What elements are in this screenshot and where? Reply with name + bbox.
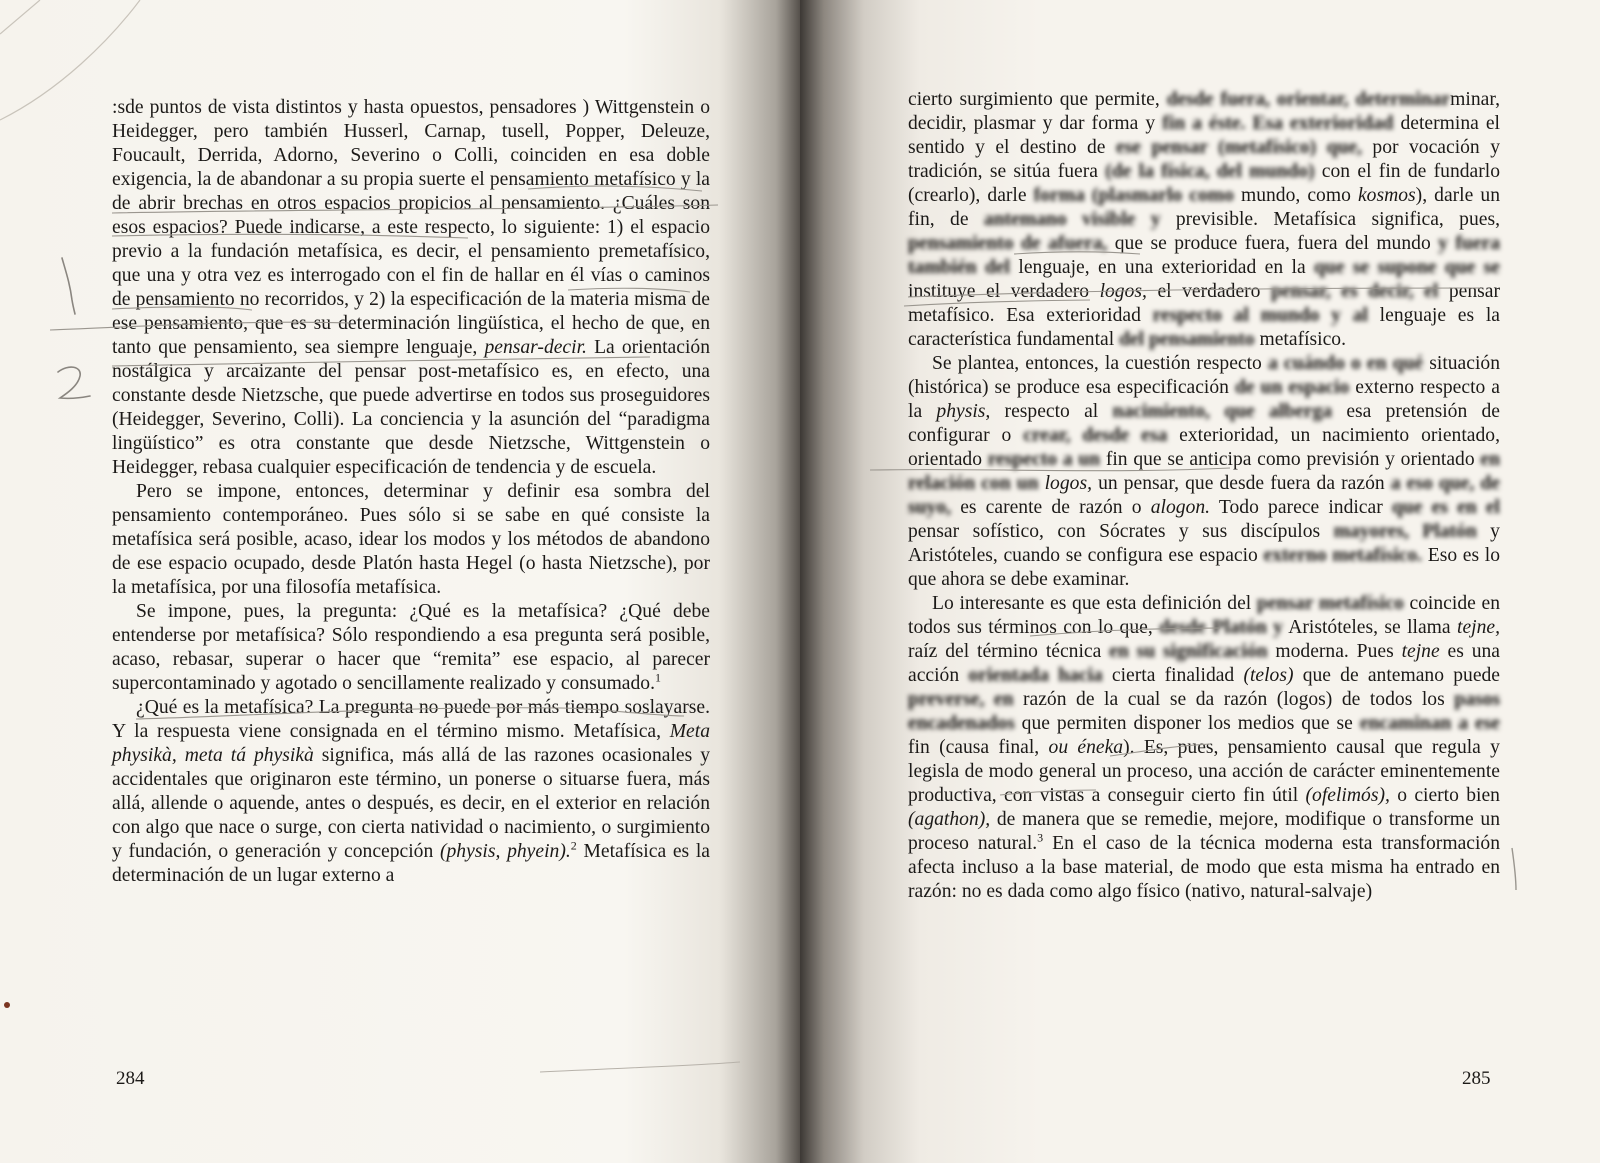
text-run: Aristóteles, se llama	[1282, 617, 1458, 638]
text-run: coincide en todos sus términos con lo que,	[908, 593, 1500, 638]
text-run: ). Es, pues, pensamiento causal que regula y legisla de modo general un proceso, una acción de carácter eminentemente productiva, con vistas a conseguir cierto fin útil	[908, 737, 1500, 806]
text-run: que se produce fuera, fuera del mundo	[1107, 233, 1439, 254]
text-run: instituye el verdadero	[908, 281, 1100, 302]
text-run: determina el sentido y el destino de	[908, 113, 1500, 158]
text-run: En el caso de la técnica moderna esta transformación afecta incluso a la base material, de modo que esta misma ha entrado en razón: no es dada como algo físico (nativo, natural-salvaje)	[908, 833, 1500, 902]
margin-pencil-number	[58, 262, 80, 302]
footnote-ref: 3	[1037, 830, 1044, 845]
text-run: esa pretensión de configurar o	[908, 401, 1500, 446]
blurred-text: respecto a un	[987, 449, 1101, 470]
text-run: significa, más allá de las razones ocasionales y accidentales que originaron este término, un ponerse o situarse fuera, más allá, allende o aquende, antes o después, es decir, en el exterior en relación con algo que nace o surge, con cierta natividad o nacimiento, o surgimiento y fundación, o generación y concepción	[112, 745, 710, 862]
paragraph	[908, 88, 1500, 352]
right-page-text	[908, 88, 1500, 904]
paragraph	[112, 96, 710, 480]
text-run: pensar-decir.	[484, 337, 587, 358]
text-run: lenguaje, en una exterioridad en la	[1010, 257, 1315, 278]
text-run: Metafísica es la determinación de un lugar externo a	[112, 841, 710, 886]
text-run: externo respecto a la	[908, 377, 1500, 422]
text-run: situación (histórica) se produce esa especificación	[908, 353, 1500, 398]
text-run: por vocación y tradición, se sitúa fuera	[908, 137, 1500, 182]
text-run: Eso es lo que ahora se debe examinar.	[908, 545, 1500, 590]
text-run: exterioridad, un nacimiento orientado, orientado	[908, 425, 1500, 470]
text-run: tejne	[1401, 641, 1440, 662]
text-run: kosmos	[1357, 185, 1416, 206]
blurred-text: desde Platón y	[1159, 617, 1283, 638]
blurred-text: ese pensar (metafísico) que,	[1115, 137, 1362, 158]
blurred-text: externo metafísico.	[1263, 545, 1423, 566]
text-run: tejne,	[1457, 617, 1500, 638]
footnote-ref: 1	[655, 670, 661, 685]
text-run: ou éneka	[1048, 737, 1124, 758]
text-run: fin que se anticipa como previsión y orientado	[1100, 449, 1481, 470]
text-run: metafísico.	[1254, 329, 1346, 350]
text-run: :sde puntos de vista distintos y hasta opuestos, pensadores ) Wittgenstein o Heidegger, pero también Husserl, Carnap, tusell, Popper, Deleuze, Foucault, Derrida, Adorno, Severino o Colli, coinciden en esa doble exigencia, la de abandonar a su propia suerte el pensamiento metafísico y la de abrir brechas en otros espacios propicios al pensamiento. ¿Cuáles son esos espacios? Puede indicarse, a este respecto, lo siguiente: 1) el espacio previo a la fundación metafísica, es decir, el pensamiento premetafísico, que una y otra vez es interrogado con el fin de hallar en él vías o caminos de pensamiento no recorridos, y 2) la especificación de la materia misma de ese pensamiento, que es su determinación lingüística, el hecho de que, en tanto que pensamiento, sea siempre lenguaje,	[112, 97, 710, 358]
ink-dot	[4, 1002, 10, 1008]
text-run: es una acción	[908, 641, 1500, 686]
text-run: ), darle un fin, de	[908, 185, 1500, 230]
text-run: de manera que se remedie, mejore, modifique o transforme un proceso natural.	[908, 809, 1500, 854]
page-number-right: 285	[1462, 1068, 1491, 1089]
blurred-text: antemano visible y	[983, 209, 1161, 230]
text-run: (telos)	[1243, 665, 1294, 686]
text-run: es carente de razón o	[951, 497, 1151, 518]
blurred-text: fin a éste. Esa exterioridad	[1162, 113, 1394, 134]
blurred-text: encaminan a ese	[1359, 713, 1500, 734]
text-run: razón de la cual se da razón (logos) de todos los	[1013, 689, 1455, 710]
text-run: ¿Qué es la metafísica? La pregunta no puede por más tiempo soslayarse. Y la respuesta viene consignada en el término mismo. Metafísica,	[112, 697, 710, 742]
blurred-text: mayores, Platón	[1333, 521, 1477, 542]
blurred-text: (de la física, del mundo)	[1105, 161, 1315, 182]
text-run: alogon.	[1150, 497, 1211, 518]
text-run: cierta finalidad	[1102, 665, 1244, 686]
blurred-text: pensamiento de afuera,	[908, 233, 1108, 254]
text-run: cierto surgimiento que permite,	[908, 89, 1167, 110]
text-run: Pero se impone, entonces, determinar y definir esa sombra del pensamiento contemporáneo. Pues sólo si se sabe en qué consiste la metafísica será posible, acaso, idear los modos y los métodos de abandono de ese espacio ocupado, desde Platón hasta Hegel (o hasta Nietzsche), por la metafísica, por una filosofía metafísica.	[112, 481, 710, 598]
blurred-text: en relación con un	[908, 449, 1500, 494]
text-run: (ofelimós),	[1305, 785, 1390, 806]
blurred-text: que se supone que se	[1314, 257, 1500, 278]
page-number-left: 284	[116, 1068, 145, 1089]
paragraph	[908, 592, 1500, 904]
blurred-text: y fuera también del	[908, 233, 1501, 278]
blurred-text: a eso que, de suyo,	[908, 473, 1500, 518]
text-run: que de antemano puede	[1293, 665, 1501, 686]
blurred-text: a cuándo o en qué	[1267, 353, 1424, 374]
text-run: que permiten disponer los medios que se	[1014, 713, 1360, 734]
blurred-text: de un espacio	[1234, 377, 1350, 398]
text-run: Meta physikà, meta tá physikà	[112, 721, 710, 766]
blurred-text: forma (plasmarlo como	[1033, 185, 1234, 206]
left-page-text	[112, 96, 710, 888]
blurred-text: pensar metafísico	[1256, 593, 1404, 614]
blurred-text: en su significación	[1109, 641, 1268, 662]
blurred-text: orientada hacia	[968, 665, 1103, 686]
paragraph	[908, 352, 1500, 592]
paragraph	[112, 600, 710, 696]
text-run: Lo interesante es que esta definición del	[932, 593, 1257, 614]
blurred-text: pensar, es decir, el	[1271, 281, 1439, 302]
text-run: La orientación nostálgica y arcaizante del pensar post-metafísico es, en efecto, una constante desde Nietzsche, que puede advertirse en todos sus proseguidores (Heidegger, Severino, Colli). La conciencia y la asunción del “paradigma lingüístico” es otra constante que desde Nietzsche, Wittgenstein o Heidegger, rebasa cualquier especificación de tendencia y de escuela.	[112, 337, 710, 478]
blurred-text: desde fuera, orientar, determinar	[1166, 89, 1451, 110]
text-run: lenguaje es la característica fundamental	[908, 305, 1500, 350]
paragraph	[112, 696, 710, 888]
text-run: Se plantea, entonces, la cuestión respecto	[932, 353, 1268, 374]
text-run: pensar sofístico, con Sócrates y sus discípulos	[908, 521, 1334, 542]
text-run: mundo, como	[1233, 185, 1358, 206]
blurred-text: del pensamiento	[1119, 329, 1255, 350]
text-run: o cierto bien	[1389, 785, 1500, 806]
text-run: previsible. Metafísica significa, pues,	[1160, 209, 1500, 230]
blurred-text: que es en el	[1391, 497, 1500, 518]
text-run: logos,	[1099, 281, 1147, 302]
text-run: el verdadero	[1146, 281, 1271, 302]
text-run: minar, decidir, plasmar y dar forma y	[908, 89, 1500, 134]
text-run: (agathon),	[908, 809, 991, 830]
text-run: con el fin de fundarlo (crearlo), darle	[908, 161, 1501, 206]
footnote-ref: 2	[570, 838, 577, 853]
underline-bottom	[540, 1062, 740, 1072]
text-run: y Aristóteles, cuando se configura ese espacio	[908, 521, 1500, 566]
text-run: moderna. Pues	[1267, 641, 1402, 662]
blurred-text: preverse, en	[908, 689, 1014, 710]
blurred-text: crear, desde esa	[1023, 425, 1168, 446]
text-run: Todo parece indicar	[1210, 497, 1392, 518]
text-run: un pensar, que desde fuera da razón	[1091, 473, 1391, 494]
text-run: Se impone, pues, la pregunta: ¿Qué es la metafísica? ¿Qué debe entenderse por metafísica? Sólo respondiendo a esa pregunta será posible, acaso, rebasar, superar o hacer que “remita” ese espacio, al parecer supercontaminado y agotado o sencillamente realizado y consumado.	[112, 601, 710, 694]
text-run: fin (causa final,	[908, 737, 1049, 758]
margin-tick-right	[1512, 848, 1516, 890]
margin-pencil-number	[56, 366, 78, 406]
paragraph	[112, 480, 710, 600]
text-run: raíz del término técnica	[908, 641, 1110, 662]
blurred-text: respecto al mundo y al	[1152, 305, 1368, 326]
text-run: (physis, phyein).	[439, 841, 571, 862]
text-run: pensar metafísico. Esa exterioridad	[908, 281, 1500, 326]
blurred-text: pasos encadenados	[908, 689, 1500, 734]
text-run: logos,	[1044, 473, 1092, 494]
right-page	[800, 0, 1600, 1163]
text-run: physis,	[936, 401, 991, 422]
blurred-text: nacimiento, que alberga	[1112, 401, 1333, 422]
text-run: respecto al	[990, 401, 1113, 422]
